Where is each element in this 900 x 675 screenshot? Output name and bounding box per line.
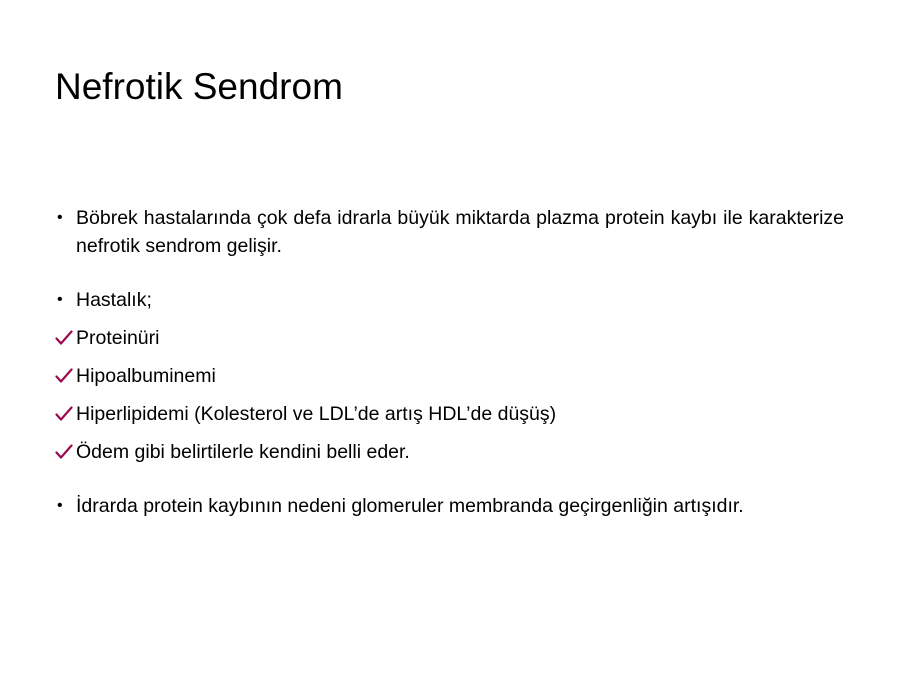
check-item-text: Hiperlipidemi (Kolesterol ve LDL’de artış HDL’de düşüş)	[76, 403, 557, 425]
bullet-text: Hastalık;	[76, 289, 152, 311]
check-icon	[55, 438, 73, 460]
check-item-text: Proteinüri	[76, 327, 160, 349]
bullet-item	[55, 204, 844, 260]
bullet-icon: •	[57, 497, 63, 514]
slide-title: Nefrotik Sendrom	[55, 66, 343, 107]
check-icon	[55, 400, 73, 422]
bullet-item	[55, 286, 844, 314]
check-icon	[55, 362, 73, 384]
check-item	[55, 438, 844, 466]
check-item	[55, 362, 844, 390]
bullet-text: Böbrek hastalarında çok defa idrarla büyük miktarda plazma protein kaybı ile karakterize nefrotik sendrom gelişir.	[76, 207, 844, 257]
bullet-text: İdrarda protein kaybının nedeni glomeruler membranda geçirgenliğin artışıdır.	[76, 495, 744, 517]
bullet-icon: •	[57, 291, 63, 308]
check-item	[55, 400, 844, 428]
check-item-text: Ödem gibi belirtilerle kendini belli eder.	[76, 441, 410, 463]
bullet-icon: •	[57, 209, 63, 226]
bullet-item	[55, 492, 844, 520]
slide-body	[55, 204, 844, 520]
check-item	[55, 324, 844, 352]
check-icon	[55, 324, 73, 346]
check-item-text: Hipoalbuminemi	[76, 365, 216, 387]
